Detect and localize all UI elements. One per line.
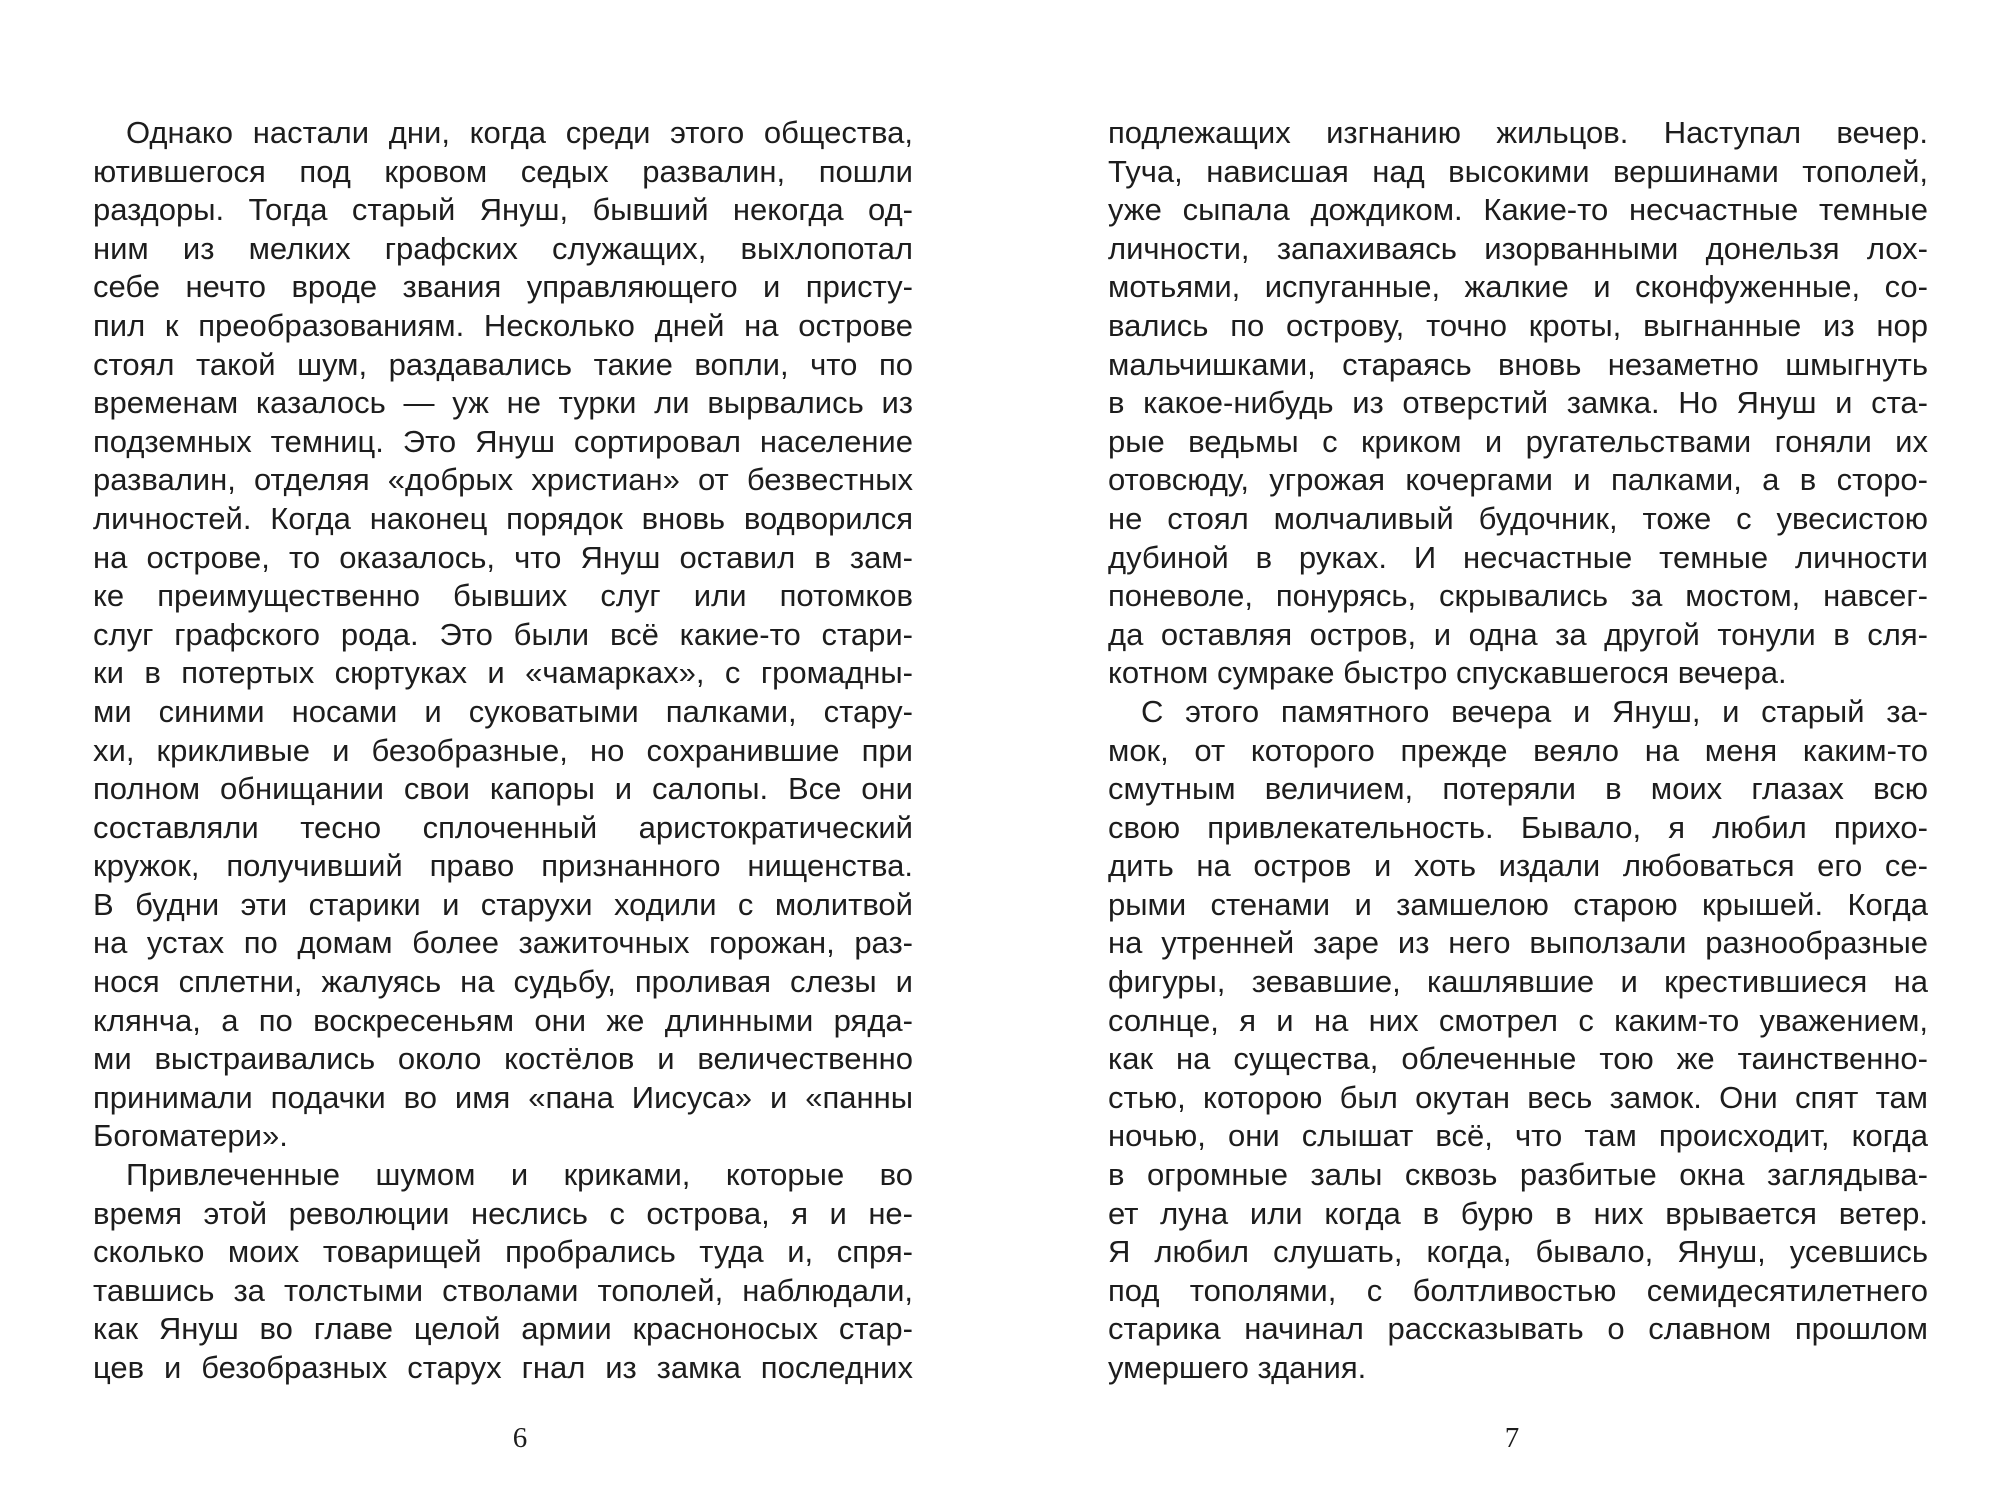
- text-line: Однако настали дни, когда среди этого общества,: [126, 115, 913, 150]
- text-line: под тополями, с болтливостью семидесятилетнего: [1108, 1272, 1928, 1308]
- text-line: ми синими носами и суковатыми палками, стару-: [93, 693, 913, 729]
- text-line: полном обнищании свои капоры и салопы. Все они: [93, 771, 913, 807]
- text-line: рыми стенами и замшелою старою крышей. Когда: [1108, 886, 1928, 922]
- text-line: котном сумраке быстро спускавшегося вечера.: [1108, 655, 1787, 691]
- text-line: мотьями, испуганные, жалкие и сконфуженные, со-: [1108, 269, 1928, 305]
- text-line: раздоры. Тогда старый Януш, бывший некогда од-: [93, 192, 913, 228]
- text-line: себе нечто вроде звания управляющего и присту-: [93, 269, 913, 305]
- text-line: подземных темниц. Это Януш сортировал население: [93, 423, 913, 459]
- right-page-text: [1108, 114, 1928, 1388]
- text-line: кружок, получивший право признанного нищенства.: [93, 848, 913, 884]
- text-line: смутным величием, потеряли в моих глазах всю: [1108, 771, 1928, 807]
- text-line: Богоматери».: [93, 1118, 288, 1154]
- text-line: солнце, я и на них смотрел с каким-то уважением,: [1108, 1002, 1928, 1038]
- text-line: пил к преобразованиям. Несколько дней на острове: [93, 307, 913, 343]
- text-line: составляли тесно сплоченный аристократический: [93, 809, 913, 845]
- text-line: дить на остров и хоть издали любоваться его се-: [1108, 848, 1928, 884]
- text-line: С этого памятного вечера и Януш, и старый за-: [1141, 693, 1928, 729]
- text-line: как на существа, облеченные тою же таинственно-: [1108, 1041, 1928, 1077]
- page-number: 6: [512, 1422, 528, 1454]
- text-line: клянча, а по воскресеньям они же длинными ряда-: [93, 1002, 913, 1038]
- text-line: на утренней заре из него выползали разнообразные: [1108, 925, 1928, 961]
- text-line: нося сплетни, жалуясь на судьбу, проливая слезы и: [93, 964, 913, 1000]
- text-line: мальчишками, стараясь вновь незаметно шмыгнуть: [1108, 346, 1928, 382]
- text-line: ки в потертых сюртуках и «чамарках», с громадны-: [93, 655, 913, 691]
- text-line: отовсюду, угрожая кочергами и палками, а в сторо-: [1108, 462, 1928, 498]
- text-line: да оставляя остров, и одна за другой тонули в сля-: [1108, 616, 1928, 652]
- text-line: сколько моих товарищей пробрались туда и, спря-: [93, 1234, 913, 1270]
- text-line: время этой революции неслись с острова, я и не-: [93, 1195, 913, 1231]
- text-line: подлежащих изгнанию жильцов. Наступал вечер.: [1108, 115, 1928, 150]
- text-line: на острове, то оказалось, что Януш оставил в зам-: [93, 539, 913, 575]
- text-line: ютившегося под кровом седых развалин, пошли: [93, 153, 913, 189]
- text-line: умершего здания.: [1108, 1350, 1367, 1385]
- text-line: ним из мелких графских служащих, выхлопотал: [93, 230, 913, 266]
- text-line: слуг графского рода. Это были всё какие-то стари-: [93, 616, 913, 652]
- left-page-text: [93, 114, 913, 1388]
- text-line: тавшись за толстыми стволами тополей, наблюдали,: [93, 1272, 913, 1308]
- right-page: [1000, 0, 2000, 1491]
- text-line: личности, запахиваясь изорванными донельзя лох-: [1108, 230, 1928, 266]
- text-line: на устах по домам более зажиточных горожан, раз-: [93, 925, 913, 961]
- text-line: В будни эти старики и старухи ходили с молитвой: [93, 886, 913, 922]
- text-line: Туча, нависшая над высокими вершинами тополей,: [1108, 153, 1928, 189]
- text-line: Я любил слушать, когда, бывало, Януш, усевшись: [1108, 1234, 1928, 1270]
- text-line: свою привлекательность. Бывало, я любил прихо-: [1108, 809, 1928, 845]
- text-line: вались по острову, точно кроты, выгнанные из нор: [1108, 307, 1928, 343]
- text-line: развалин, отделяя «добрых христиан» от безвестных: [93, 462, 913, 498]
- text-line: стью, которою был окутан весь замок. Они спят там: [1108, 1079, 1928, 1115]
- text-line: личностей. Когда наконец порядок вновь водворился: [93, 500, 913, 536]
- text-line: ет луна или когда в бурю в них врывается ветер.: [1108, 1195, 1928, 1231]
- text-line: ке преимущественно бывших слуг или потомков: [93, 578, 913, 614]
- text-line: хи, крикливые и безобразные, но сохранившие при: [93, 732, 913, 768]
- text-line: не стоял молчаливый будочник, тоже с увесистою: [1108, 500, 1928, 536]
- text-line: в какое-нибудь из отверстий замка. Но Януш и ста-: [1108, 385, 1928, 421]
- text-line: временам казалось — уж не турки ли вырвались из: [93, 385, 913, 421]
- text-line: принимали подачки во имя «пана Иисуса» и «панны: [93, 1079, 913, 1115]
- text-line: рые ведьмы с криком и ругательствами гоняли их: [1108, 423, 1928, 459]
- text-line: мок, от которого прежде веяло на меня каким-то: [1108, 732, 1928, 768]
- text-line: уже сыпала дождиком. Какие-то несчастные темные: [1108, 192, 1928, 228]
- page-number: 7: [1504, 1422, 1520, 1454]
- text-line: поневоле, понурясь, скрывались за мостом, навсег-: [1108, 578, 1928, 614]
- text-line: ми выстраивались около костёлов и величественно: [93, 1041, 913, 1077]
- text-line: фигуры, зевавшие, кашлявшие и крестившиеся на: [1108, 964, 1928, 1000]
- text-line: старика начинал рассказывать о славном прошлом: [1108, 1311, 1928, 1347]
- text-line: в огромные залы сквозь разбитые окна заглядыва-: [1108, 1157, 1928, 1193]
- text-line: дубиной в руках. И несчастные темные личности: [1108, 539, 1928, 575]
- text-line: стоял такой шум, раздавались такие вопли, что по: [93, 346, 913, 382]
- text-line: как Януш во главе целой армии красноносых стар-: [93, 1311, 913, 1347]
- text-line: цев и безобразных старух гнал из замка последних: [93, 1350, 913, 1385]
- text-line: ночью, они слышат всё, что там происходит, когда: [1108, 1118, 1928, 1154]
- text-line: Привлеченные шумом и криками, которые во: [126, 1157, 913, 1193]
